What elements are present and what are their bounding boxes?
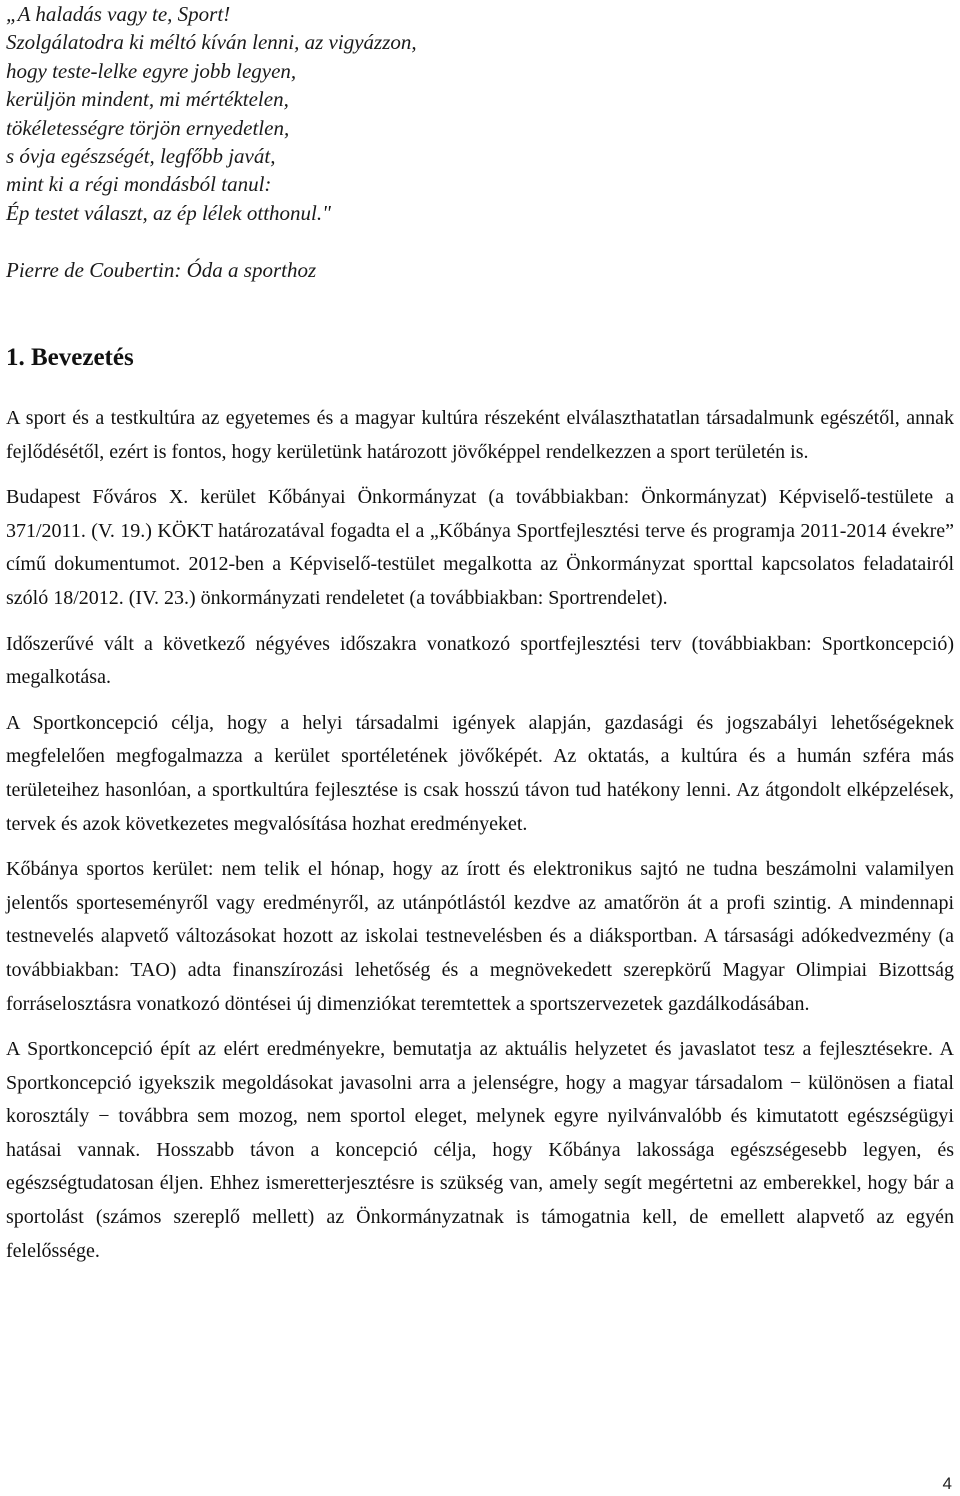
- paragraph: Időszerűvé vált a következő négyéves időszakra vonatkozó sportfejlesztési terv (továbbiakban: Sportkoncepció) megalkotása.: [6, 632, 954, 689]
- poem-quote: [6, 0, 946, 227]
- paragraph: Budapest Főváros X. kerület Kőbányai Önkormányzat (a továbbiakban: Önkormányzat) Képviselő-testülete a 371/2011. (V. 19.) KÖKT határozatával fogadta el a „Kőbánya Sportfejlesztési terve és programja 2011-2014 évekre” című dokumentumot. 2012-ben a Képviselő-testület megalkotta az Önkormányzat sporttal kapcsolatos feladatairól szóló 18/2012. (IV. 23.) önkormányzati rendeletet (a továbbiakban: Sportrendelet).: [6, 486, 954, 609]
- poem-line: hogy teste-lelke egyre jobb legyen,: [6, 58, 297, 83]
- section-body: [6, 402, 954, 1280]
- poem-line: „A haladás vagy te, Sport!: [6, 2, 231, 26]
- poem-line: Szolgálatodra ki méltó kíván lenni, az vigyázzon,: [6, 30, 417, 55]
- paragraph: A Sportkoncepció célja, hogy a helyi társadalmi igények alapján, gazdasági és jogszabályi lehetőségeknek megfelelően megfogalmazza a kerület sportéletének jövőképét. Az oktatás, a kultúra és a humán szféra más területeihez hasonlóan, a sportkultúra fejlesztése is csak hosszú távon tud hatékony lenni. Az átgondolt elképzelések, tervek és azok következetes megvalósítása hozhat eredményeket.: [6, 711, 954, 835]
- poem-line: tökéletességre törjön ernyedetlen,: [6, 115, 290, 140]
- poem-line: s óvja egészségét, legfőbb javát,: [6, 144, 276, 169]
- paragraph: A Sportkoncepció épít az elért eredményekre, bemutatja az aktuális helyzetet és javaslatot tesz a fejlesztésekre. A Sportkoncepció igyekszik megoldásokat javasolni arra a jelenségre, hogy a magyar társadalom − különösen a fiatal korosztály − továbbra sem mozog, nem sportol eleget, melynek egyre nyilvánvalóbb és kimutatott egészségügyi hatásai vannak. Hosszabb távon a koncepció célja, hogy Kőbánya lakossága egészségesebb legyen, és egészségtudatosan éljen. Ehhez ismeretterjesztésre is szükség van, amely segít megértetni az emberekkel, hogy bár a sportolást (számos szereplő mellett) az Önkormányzatnak is támogatnia kell, de emellett alapvető az egyén felelőssége.: [6, 1038, 954, 1262]
- page-number: 4: [942, 1474, 952, 1493]
- section-heading: 1. Bevezetés: [6, 344, 134, 371]
- poem-attribution: Pierre de Coubertin: Óda a sporthoz: [6, 258, 317, 282]
- paragraph: Kőbánya sportos kerület: nem telik el hónap, hogy az írott és elektronikus sajtó ne tudna beszámolni valamilyen jelentős sporteseményről vagy eredményről, az utánpótlástól kezdve az amatőrön át a profi szintig. A mindennapi testnevelés alapvető változásokat hozott az iskolai testnevelésben és a diáksportban. A társasági adókedvezmény (a továbbiakban: TAO) adta finanszírozási lehetőség és a megnövekedett szerepkörű Magyar Olimpiai Bizottság forráselosztásra vonatkozó döntései új dimenziókat teremtettek a sportszervezetek gazdálkodásában.: [6, 858, 954, 1015]
- poem-line: Ép testet választ, az ép lélek otthonul.": [6, 200, 331, 225]
- poem-line: kerüljön mindent, mi mértéktelen,: [6, 87, 289, 112]
- paragraph: A sport és a testkultúra az egyetemes és a magyar kultúra részeként elválaszthatatlan társadalmunk egészétől, annak fejlődésétől, ezért is fontos, hogy kerületünk határozott jövőképpel rendelkezzen a sport területén is.: [6, 407, 954, 463]
- poem-line: mint ki a régi mondásból tanul:: [6, 172, 272, 197]
